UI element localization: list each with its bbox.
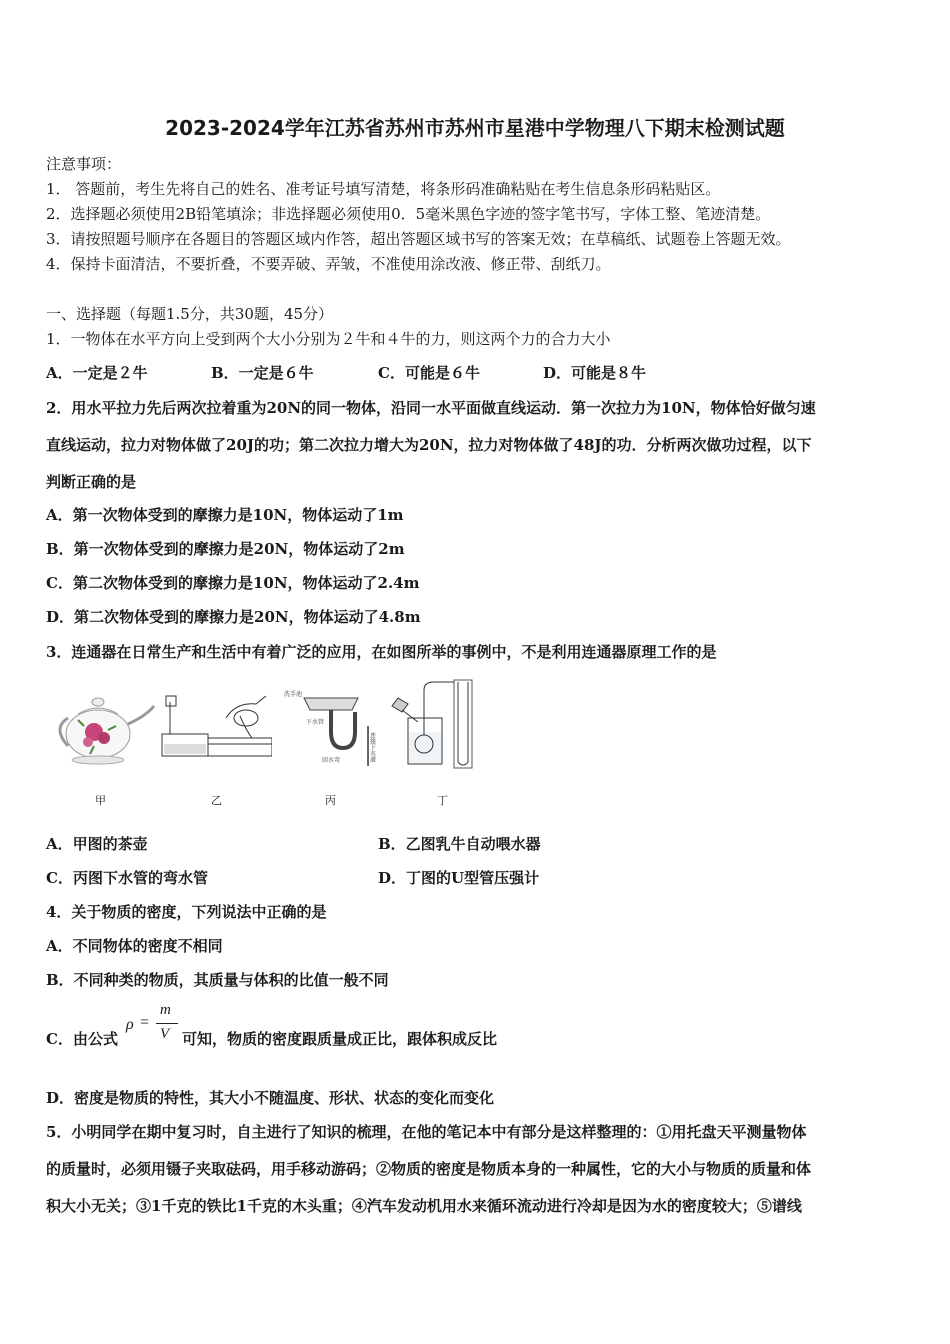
label-trap: 回水弯 [322,757,341,764]
q4-option-c-prefix: C．由公式 [46,1030,118,1048]
density-formula [126,1002,182,1048]
q4-option-a: A．不同物体的密度不相同 [46,937,223,955]
label-drain-pipe: 下水管 [306,719,325,726]
question-2-stem: 直线运动，拉力对物体做了20J的功；第二次拉力增大为20N，拉力对物体做了48J的功．分析两次做功过程，以下 [46,436,812,454]
q4-option-d: D．密度是物质的特性，其大小不随温度、形状、状态的变化而变化 [46,1089,495,1107]
q4-option-b: B．不同种类的物质，其质量与体积的比值一般不同 [46,971,389,989]
q3-option-b: B．乙图乳牛自动喂水器 [378,835,541,853]
exam-title: 2023-2024学年江苏省苏州市苏州市星港中学物理八下期末检测试题 [165,116,785,140]
figure-caption-jia: 甲 [95,794,106,807]
question-5-stem: 5．小明同学在期中复习时，自主进行了知识的梳理，在他的笔记本中有部分是这样整理的：①用托盘天平测量物体 [46,1123,807,1141]
figure-caption-ding: 丁 [437,794,448,807]
question-1-stem: 1．一物体在水平方向上受到两个大小分别为２牛和４牛的力，则这两个力的合力大小 [46,330,611,348]
q1-option-c: C．可能是６牛 [378,364,480,382]
q1-option-a: A．一定是２牛 [46,364,148,382]
figure-caption-yi: 乙 [211,794,222,807]
q2-option-d: D．第二次物体受到的摩擦力是20N，物体运动了4.8m [46,608,421,626]
q1-option-d: D．可能是８牛 [543,364,647,382]
teapot-figure [50,688,156,768]
label-wash-basin: 洗手池 [284,691,303,698]
question-2-stem: 判断正确的是 [46,473,137,491]
formula-numerator: m [160,1002,171,1018]
notice-item: 1． 答题前，考生先将自己的姓名、准考证号填写清楚，将条形码准确粘贴在考生信息条形码粘贴区。 [46,180,721,198]
cow-waterer-figure [160,688,272,768]
q2-option-c: C．第二次物体受到的摩擦力是10N，物体运动了2.4m [46,574,420,592]
question-5-stem: 的质量时，必须用镊子夹取砝码，用手移动游码；②物质的密度是物质本身的一种属性，它的大小与物质的质量和体 [46,1160,812,1178]
notice-heading: 注意事项： [46,155,122,173]
formula-equals: = [140,1014,150,1031]
fraction-bar [156,1023,178,1024]
notice-item: 3．请按照题号顺序在各题目的答题区域内作答，超出答题区域书写的答案无效；在草稿纸、试题卷上答题无效。 [46,230,791,248]
formula-denominator: V [160,1026,170,1042]
question-2-stem: 2．用水平拉力先后两次拉着重为20N的同一物体，沿同一水平面做直线运动．第一次拉力为10N，物体恰好做匀速 [46,399,816,417]
q3-option-d: D．丁图的U型管压强计 [378,869,540,887]
question-3-stem: 3．连通器在日常生产和生活中有着广泛的应用，在如图所举的事例中，不是利用连通器原理工作的是 [46,643,717,661]
q3-option-a: A．甲图的茶壶 [46,835,148,853]
notice-item: 4．保持卡面清洁，不要折叠，不要弄破、弄皱，不准使用涂改液、修正带、刮纸刀。 [46,255,611,273]
u-tube-manometer-figure [388,676,480,772]
q3-option-c: C．丙图下水管的弯水管 [46,869,208,887]
question-4-stem: 4．关于物质的密度，下列说法中正确的是 [46,903,327,921]
figure-caption-bing: 丙 [325,794,336,807]
question-5-stem: 积大小无关；③1千克的铁比1千克的木头重；④汽车发动机用水来循环流动进行冷却是因为水的密度较大；⑤谱线 [46,1197,802,1215]
sink-drain-figure [282,686,386,770]
formula-rho: ρ [126,1016,134,1033]
q2-option-a: A．第一次物体受到的摩擦力是10N，物体运动了1m [46,506,404,524]
section-heading: 一、选择题（每题1.5分，共30题，45分） [46,305,334,323]
notice-item: 2．选择题必须使用2B铅笔填涂；非选择题必须使用0．5毫米黑色字迹的签字笔书写，字体工整、笔迹清楚。 [46,205,771,223]
q1-option-b: B．一定是６牛 [211,364,314,382]
q4-option-c-suffix: 可知，物质的密度跟质量成正比，跟体积成反比 [182,1030,498,1048]
label-sewer: 连接下水道 [368,732,376,762]
q2-option-b: B．第一次物体受到的摩擦力是20N，物体运动了2m [46,540,405,558]
